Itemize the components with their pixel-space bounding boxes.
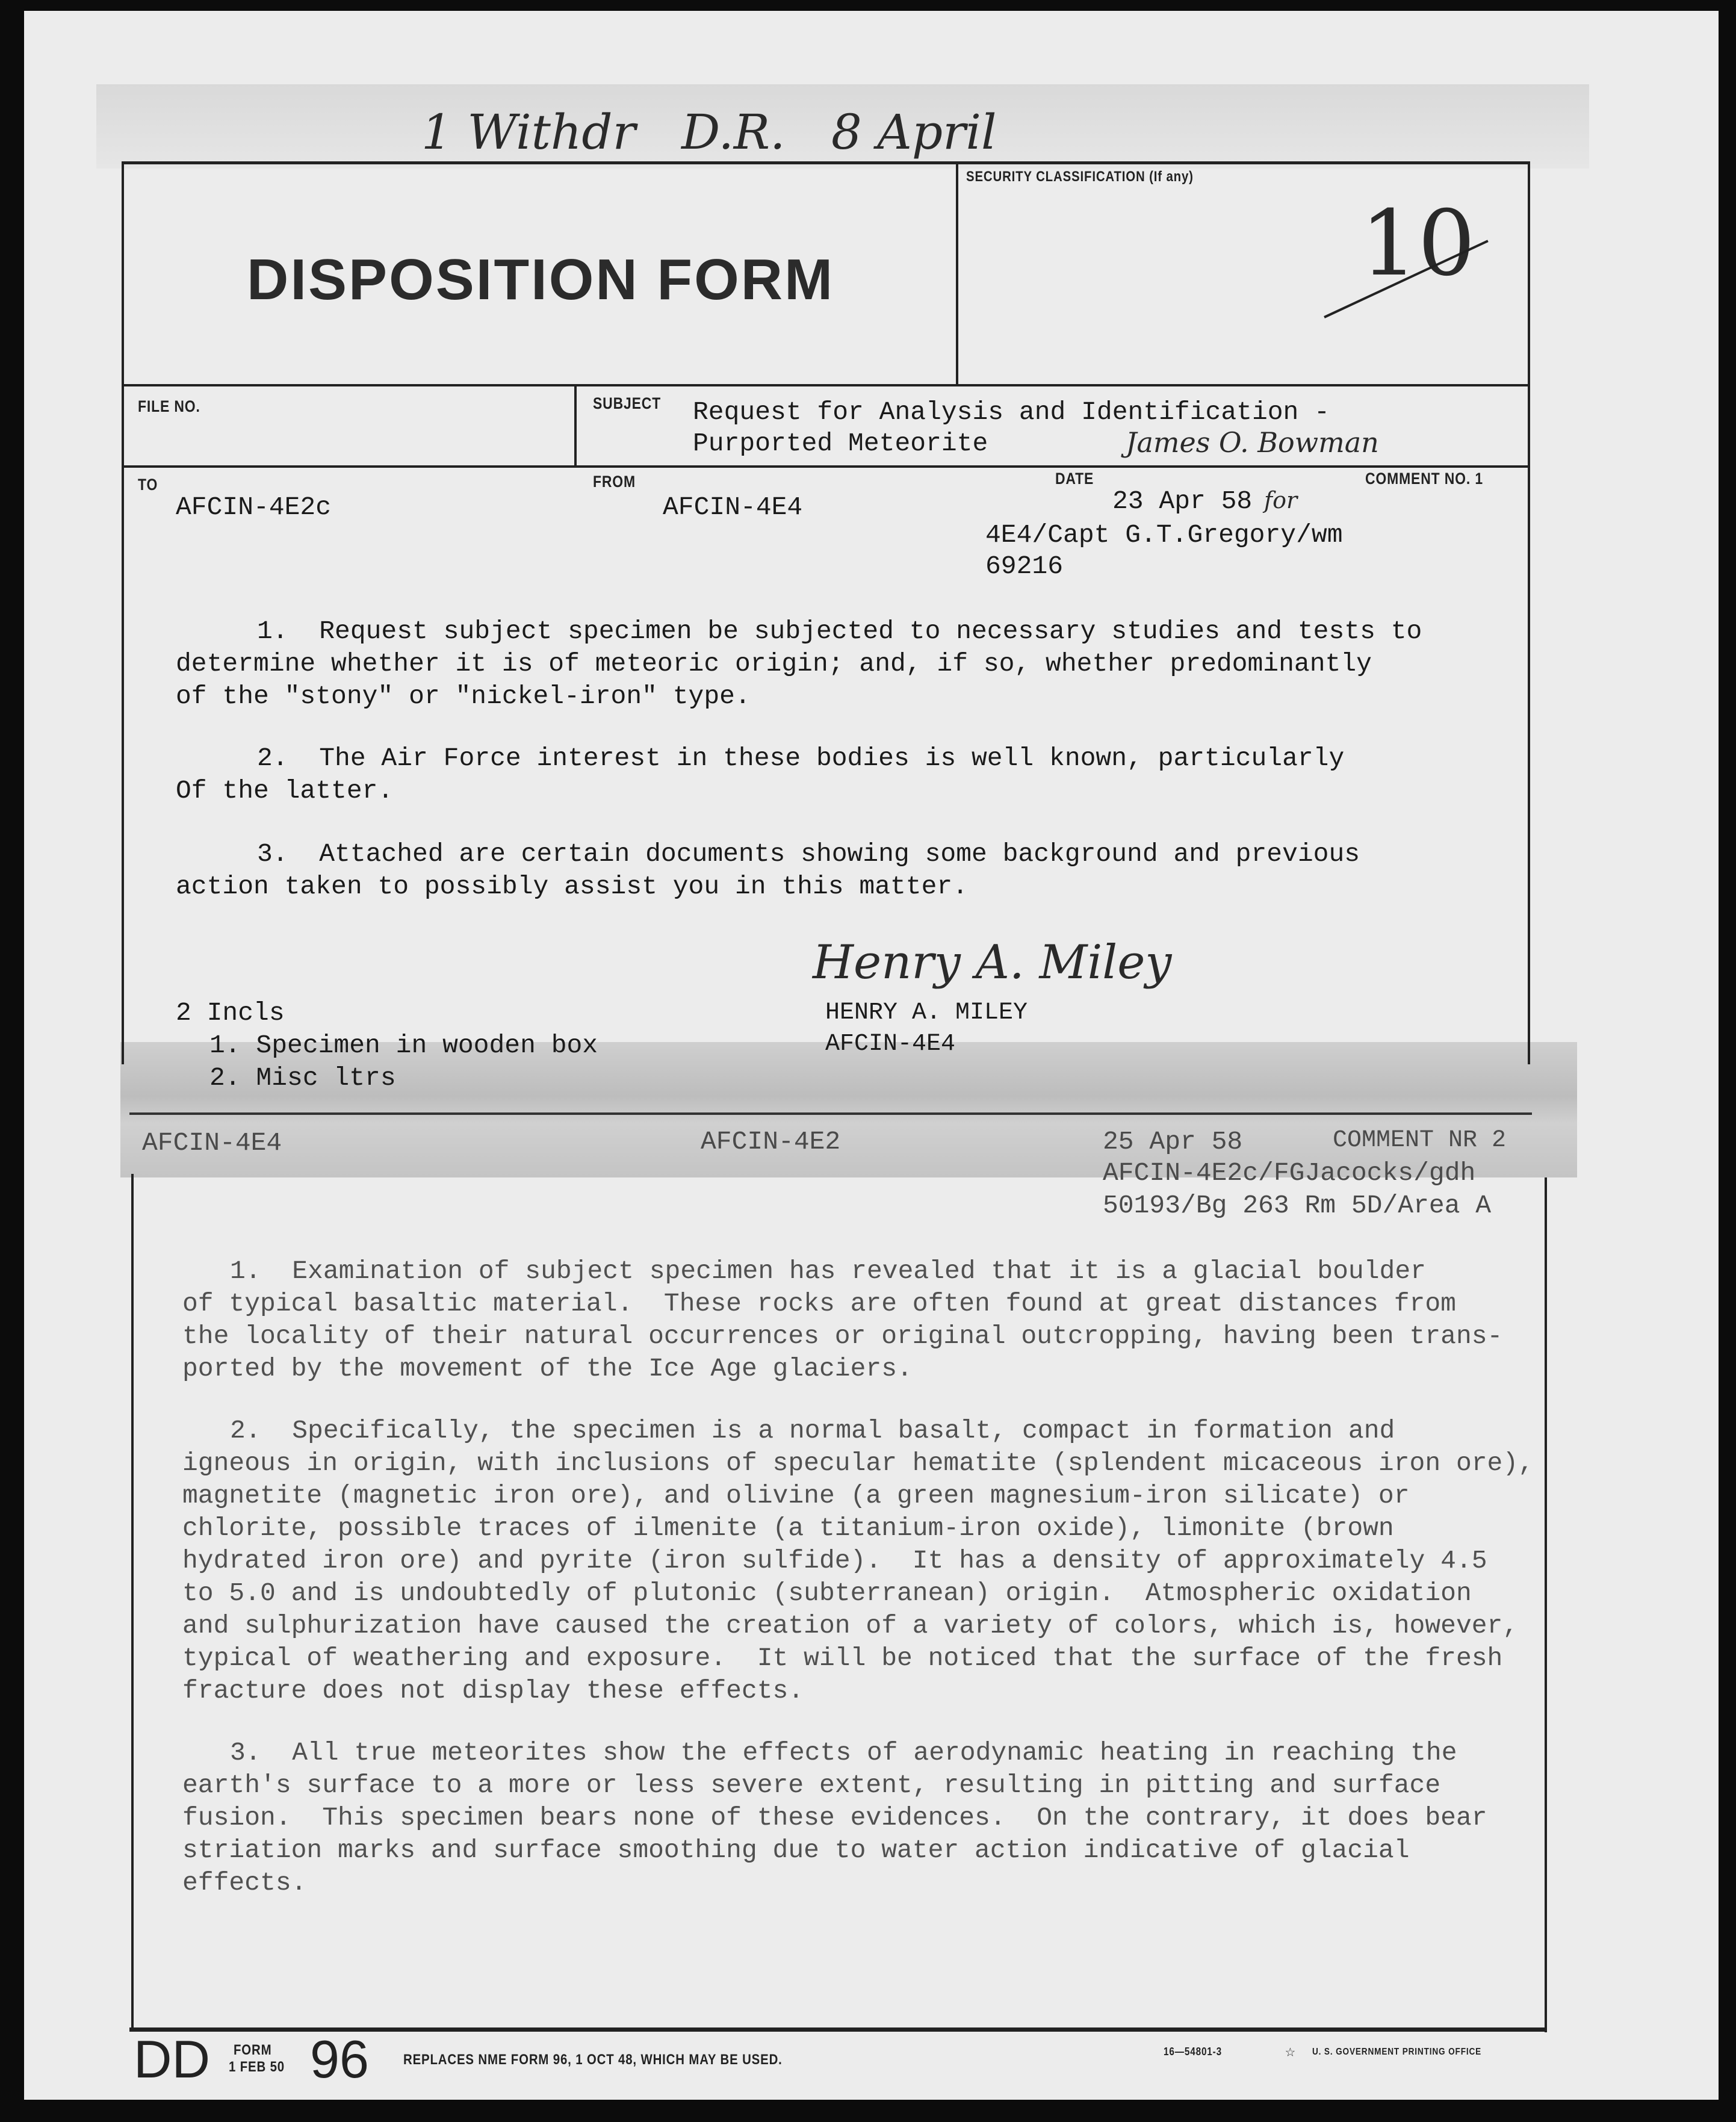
paragraph-line: action taken to possibly assist you in this matter. [176, 872, 969, 901]
comment2-date: 25 Apr 58 [1103, 1127, 1243, 1156]
paragraph-line: 1. Request subject specimen be subjected to necessary studies and tests to [257, 616, 1422, 646]
comment2-separator [129, 1112, 1532, 1115]
title-divider [956, 163, 958, 386]
paragraph-line: fusion. This specimen bears none of these evidences. On the contrary, it does bear [182, 1803, 1487, 1832]
subject-row-bottom [122, 465, 1530, 468]
form-border-right [1528, 161, 1530, 1064]
form-border-left [122, 161, 124, 1064]
comment2-paragraph-2 [182, 1415, 1534, 1707]
subject-label: SUBJECT [593, 394, 662, 412]
form-border-top [122, 161, 1530, 164]
comment2-from: AFCIN-4E2 [701, 1127, 841, 1156]
paragraph-line: to 5.0 and is undoubtedly of plutonic (subterranean) origin. Atmospheric oxidation [182, 1578, 1472, 1608]
paragraph-line: 2. Specifically, the specimen is a normal basalt, compact in formation and [230, 1416, 1395, 1445]
comment1-originator: 4E4/Capt G.T.Gregory/wm [985, 520, 1343, 550]
comment1-phone: 69216 [985, 551, 1064, 581]
paragraph-line: 1. Examination of subject specimen has revealed that it is a glacial boulder [230, 1256, 1426, 1286]
comment2-number: COMMENT NR 2 [1333, 1127, 1507, 1154]
paragraph-line: fracture does not display these effects. [182, 1676, 804, 1705]
lower-border-left [131, 1174, 134, 2032]
paragraph-line: earth's surface to a more or less severe extent, resulting in pitting and surface [182, 1770, 1441, 1800]
paragraph-line: of typical basaltic material. These rocks are often found at great distances from [182, 1289, 1456, 1318]
footer-replaces-note: REPLACES NME FORM 96, 1 OCT 48, WHICH MAY BE USED. [403, 2052, 783, 2068]
paragraph-line: the locality of their natural occurrences or original outcropping, having been trans- [182, 1321, 1503, 1351]
footer-form-label: FORM [234, 2042, 272, 2058]
paragraph-line: 3. Attached are certain documents showing some background and previous [257, 839, 1360, 869]
paragraph-line: determine whether it is of meteoric origin; and, if so, whether predominantly [176, 649, 1372, 678]
footer-dd: DD [134, 2029, 211, 2089]
inclosures-count: 2 Incls [176, 998, 285, 1028]
paragraph-line: 2. The Air Force interest in these bodies is well known, particularly [257, 743, 1345, 773]
comment1-paragraph-2 [176, 742, 1344, 807]
paragraph-line: of the "stony" or "nickel-iron" type. [176, 681, 751, 711]
paragraph-line: Of the latter. [176, 776, 394, 805]
title-row-bottom [122, 384, 1530, 386]
from-label: FROM [593, 473, 636, 491]
handwritten-initials: James O. Bowman [1126, 426, 1379, 459]
comment2-to: AFCIN-4E4 [142, 1128, 282, 1158]
paragraph-line: igneous in origin, with inclusions of specular hematite (splendent micaceous iron ore), [182, 1448, 1534, 1478]
paragraph-line: chlorite, possible traces of ilmenite (a titanium-iron oxide), limonite (brown [182, 1513, 1394, 1543]
handwritten-page-number: 10 [1360, 191, 1475, 296]
signer-name: HENRY A. MILEY [825, 999, 1028, 1026]
comment2-originator: AFCIN-4E2c/FGJacocks/gdh [1103, 1158, 1476, 1188]
paragraph-line: typical of weathering and exposure. It will be noticed that the surface of the fresh [182, 1643, 1503, 1673]
to-label: TO [138, 476, 158, 494]
paragraph-line: striation marks and surface smoothing due to water action indicative of glacial [182, 1835, 1410, 1865]
paragraph-line: effects. [182, 1868, 307, 1897]
handwritten-for: for [1264, 487, 1298, 513]
date-label: DATE [1055, 470, 1094, 488]
file-no-label: FILE NO. [138, 397, 200, 415]
subject-line-2: Purported Meteorite [693, 429, 988, 458]
paragraph-line: hydrated iron ore) and pyrite (iron sulfide). It has a density of approximately 4.5 [182, 1546, 1487, 1575]
star-icon: ☆ [1285, 2043, 1295, 2062]
handwritten-withdrawal-note: 1 Withdr D.R. 8 April [421, 104, 997, 160]
footer-print-code: 16—54801-3 [1164, 2046, 1222, 2058]
footer-printer: U. S. GOVERNMENT PRINTING OFFICE [1312, 2047, 1482, 2057]
footer-form-number: 96 [310, 2029, 369, 2089]
footer-form-date: 1 FEB 50 [229, 2059, 285, 2075]
carbon-overlap-band [120, 1042, 1577, 1177]
comment2-paragraph-1 [182, 1255, 1502, 1385]
paragraph-line: 3. All true meteorites show the effects of aerodynamic heating in reaching the [230, 1738, 1457, 1767]
comment1-to: AFCIN-4E2c [176, 492, 332, 522]
inclosure-2: 2. Misc ltrs [209, 1063, 396, 1093]
signer-office: AFCIN-4E4 [825, 1031, 956, 1058]
comment-number-label: COMMENT NO. 1 [1365, 470, 1483, 488]
comment2-phone: 50193/Bg 263 Rm 5D/Area A [1103, 1191, 1492, 1220]
comment1-paragraph-3 [176, 838, 1360, 903]
security-classification-label: SECURITY CLASSIFICATION (If any) [966, 169, 1194, 185]
form-title: DISPOSITION FORM [247, 247, 835, 312]
paragraph-line: magnetite (magnetic iron ore), and olivine (a green magnesium-iron silicate) or [182, 1481, 1410, 1510]
comment1-date: 23 Apr 58 [1112, 486, 1253, 516]
inclosure-1: 1. Specimen in wooden box [209, 1031, 598, 1060]
paragraph-line: and sulphurization have caused the creation of a variety of colors, which is, however, [182, 1611, 1519, 1640]
file-subject-divider [574, 385, 577, 467]
paragraph-line: ported by the movement of the Ice Age glaciers. [182, 1354, 913, 1383]
comment1-from: AFCIN-4E4 [663, 492, 803, 522]
lower-border-right [1545, 1177, 1547, 2032]
subject-line-1: Request for Analysis and Identification - [693, 397, 1330, 427]
signature: Henry A. Miley [813, 935, 1172, 990]
comment1-paragraph-1 [176, 615, 1422, 713]
comment2-paragraph-3 [182, 1737, 1487, 1899]
